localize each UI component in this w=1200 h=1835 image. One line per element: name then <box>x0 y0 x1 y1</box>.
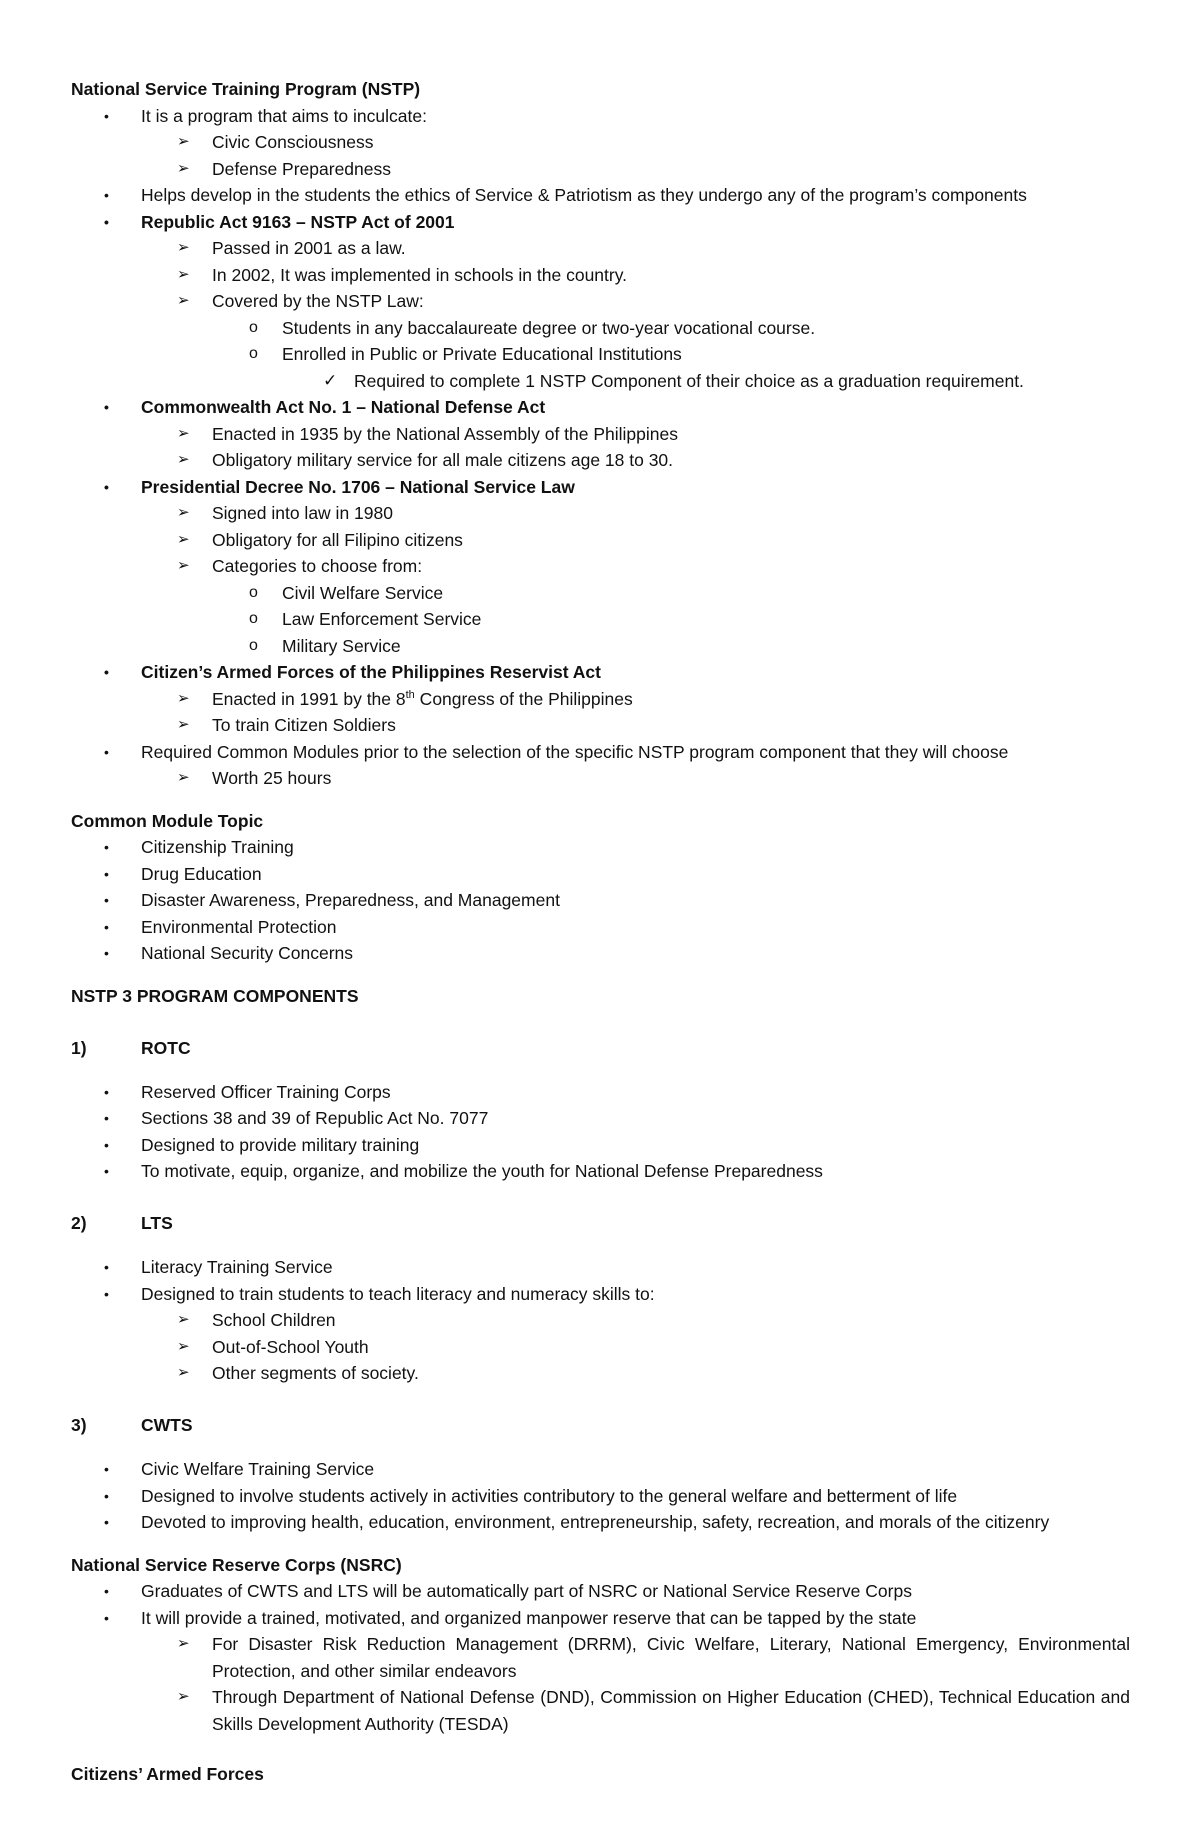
section-title-common-module: Common Module Topic <box>71 810 264 831</box>
bullet-icon: • <box>104 664 109 680</box>
list-item: o Military Service <box>71 633 1130 660</box>
list-item: ➢ In 2002, It was implemented in schools in the country. <box>71 262 1130 289</box>
bullet-icon: • <box>104 839 109 855</box>
arrow-icon: ➢ <box>177 716 190 733</box>
component-heading-lts: 2) LTS <box>71 1213 173 1233</box>
circle-bullet-icon: o <box>249 345 258 362</box>
list-item: • National Security Concerns <box>71 940 1130 967</box>
component-heading-cwts: 3) CWTS <box>71 1415 193 1435</box>
arrow-icon: ➢ <box>177 769 190 786</box>
list-item: • Literacy Training Service <box>71 1254 1130 1281</box>
lts-list <box>71 1254 1130 1387</box>
bullet-icon: • <box>104 399 109 415</box>
list-item-heading: • Republic Act 9163 – NSTP Act of 2001 <box>71 209 1130 236</box>
arrow-icon: ➢ <box>177 530 190 548</box>
list-item: ➢ Through Department of National Defense (DND), Commission on Higher Education (CHED), Technical Education and Skills Development Authority (TESDA) <box>71 1684 1130 1737</box>
list-item: • Devoted to improving health, education, environment, entrepreneurship, safety, recreation, and morals of the citizenry <box>71 1509 1130 1536</box>
list-item: • Graduates of CWTS and LTS will be automatically part of NSRC or National Service Reserve Corps <box>71 1578 1130 1605</box>
bullet-icon: • <box>104 1136 109 1153</box>
list-item: ➢ Out-of-School Youth <box>71 1334 1130 1361</box>
list-item-heading: • Citizen’s Armed Forces of the Philippines Reservist Act <box>71 659 1130 686</box>
list-item: • Designed to provide military training <box>71 1132 1130 1159</box>
list-item: • Citizenship Training <box>71 834 1130 861</box>
circle-bullet-icon: o <box>249 636 258 654</box>
list-item: • Designed to involve students actively in activities contributory to the general welfare and betterment of life <box>71 1483 1130 1510</box>
section-title-nsrc: National Service Reserve Corps (NSRC) <box>71 1554 402 1575</box>
list-item: • Designed to train students to teach literacy and numeracy skills to: <box>71 1281 1130 1308</box>
list-item: ➢ Obligatory military service for all male citizens age 18 to 30. <box>71 447 1130 474</box>
list-item: ➢ Enacted in 1935 by the National Assembly of the Philippines <box>71 421 1130 448</box>
bullet-icon: • <box>104 892 109 908</box>
section-title-citizens-armed-forces: Citizens’ Armed Forces <box>71 1764 264 1784</box>
bullet-icon: • <box>104 213 109 230</box>
list-item: ➢ School Children <box>71 1307 1130 1334</box>
bullet-icon: • <box>104 1163 109 1179</box>
arrow-icon: ➢ <box>177 239 190 256</box>
arrow-icon: ➢ <box>177 424 190 442</box>
list-item: • Reserved Officer Training Corps <box>71 1079 1130 1106</box>
arrow-icon: ➢ <box>177 557 190 574</box>
list-item: ➢ Signed into law in 1980 <box>71 500 1130 527</box>
list-item: ➢ Defense Preparedness <box>71 156 1130 183</box>
list-item: o Civil Welfare Service <box>71 580 1130 607</box>
list-item: ➢ Categories to choose from: <box>71 553 1130 580</box>
arrow-icon: ➢ <box>177 1688 190 1705</box>
bullet-icon: • <box>104 1487 109 1504</box>
nsrc-list <box>71 1578 1130 1737</box>
circle-bullet-icon: o <box>249 318 258 336</box>
list-item: ➢ Civic Consciousness <box>71 129 1130 156</box>
list-item: o Law Enforcement Service <box>71 606 1130 633</box>
arrow-icon: ➢ <box>177 159 190 177</box>
list-item: ➢ Covered by the NSTP Law: <box>71 288 1130 315</box>
list-item: ➢ Obligatory for all Filipino citizens <box>71 527 1130 554</box>
list-item-heading: • Commonwealth Act No. 1 – National Defense Act <box>71 394 1130 421</box>
bullet-icon: • <box>104 1514 109 1530</box>
circle-bullet-icon: o <box>249 583 258 601</box>
bullet-icon: • <box>104 107 109 124</box>
list-item: ✓ Required to complete 1 NSTP Component of their choice as a graduation requirement. <box>71 368 1130 395</box>
list-item: ➢ For Disaster Risk Reduction Management (DRRM), Civic Welfare, Literary, National Emergency, Environmental Protection, and other similar endeavors <box>71 1631 1130 1684</box>
list-item: o Students in any baccalaureate degree or two-year vocational course. <box>71 315 1130 342</box>
list-item: • It will provide a trained, motivated, and organized manpower reserve that can be tapped by the state <box>71 1605 1130 1632</box>
list-item: ➢ Passed in 2001 as a law. <box>71 235 1130 262</box>
list-item: ➢ Worth 25 hours <box>71 765 1130 792</box>
arrow-icon: ➢ <box>177 1364 190 1381</box>
list-item: • Civic Welfare Training Service <box>71 1456 1130 1483</box>
arrow-icon: ➢ <box>177 504 190 521</box>
bullet-icon: • <box>104 945 109 961</box>
bullet-icon: • <box>104 1461 109 1477</box>
list-item: ➢ To train Citizen Soldiers <box>71 712 1130 739</box>
list-item: • It is a program that aims to inculcate: <box>71 103 1130 130</box>
arrow-icon: ➢ <box>177 133 190 150</box>
bullet-icon: • <box>104 478 109 495</box>
rotc-list <box>71 1079 1130 1185</box>
bullet-icon: • <box>104 1609 109 1626</box>
circle-bullet-icon: o <box>249 610 258 627</box>
list-item: o Enrolled in Public or Private Educational Institutions <box>71 341 1130 368</box>
arrow-icon: ➢ <box>177 451 190 468</box>
list-item: • Sections 38 and 39 of Republic Act No. 7077 <box>71 1105 1130 1132</box>
nstp-list <box>71 103 1130 792</box>
checkmark-icon: ✓ <box>323 370 338 390</box>
bullet-icon: • <box>104 187 109 203</box>
arrow-icon: ➢ <box>177 1311 190 1328</box>
arrow-icon: ➢ <box>177 292 190 309</box>
list-item: • To motivate, equip, organize, and mobilize the youth for National Defense Preparedness <box>71 1158 1130 1185</box>
bullet-icon: • <box>104 1259 109 1275</box>
section-title-nstp: National Service Training Program (NSTP) <box>71 79 421 99</box>
section-title-components: NSTP 3 PROGRAM COMPONENTS <box>71 985 359 1006</box>
list-item: ➢ Other segments of society. <box>71 1360 1130 1387</box>
list-item-heading: • Presidential Decree No. 1706 – National Service Law <box>71 474 1130 501</box>
list-item: • Disaster Awareness, Preparedness, and Management <box>71 887 1130 914</box>
bullet-icon: • <box>104 1083 109 1100</box>
list-item: ➢ Enacted in 1991 by the 8th Congress of the Philippines <box>71 686 1130 713</box>
component-heading-rotc: 1) ROTC <box>71 1037 191 1058</box>
common-module-list <box>71 834 1130 967</box>
arrow-icon: ➢ <box>177 1635 190 1652</box>
arrow-icon: ➢ <box>177 689 190 707</box>
arrow-icon: ➢ <box>177 265 190 283</box>
bullet-icon: • <box>104 1285 109 1302</box>
list-item: • Required Common Modules prior to the selection of the specific NSTP program component that they will choose <box>71 739 1130 766</box>
list-item: • Environmental Protection <box>71 914 1130 941</box>
bullet-icon: • <box>104 1583 109 1599</box>
list-item: • Drug Education <box>71 861 1130 888</box>
arrow-icon: ➢ <box>177 1337 190 1355</box>
cwts-list <box>71 1456 1130 1536</box>
bullet-icon: • <box>104 743 109 760</box>
bullet-icon: • <box>104 865 109 882</box>
bullet-icon: • <box>104 1110 109 1126</box>
bullet-icon: • <box>104 918 109 935</box>
list-item: • Helps develop in the students the ethics of Service & Patriotism as they undergo any of the program’s components <box>71 182 1130 209</box>
